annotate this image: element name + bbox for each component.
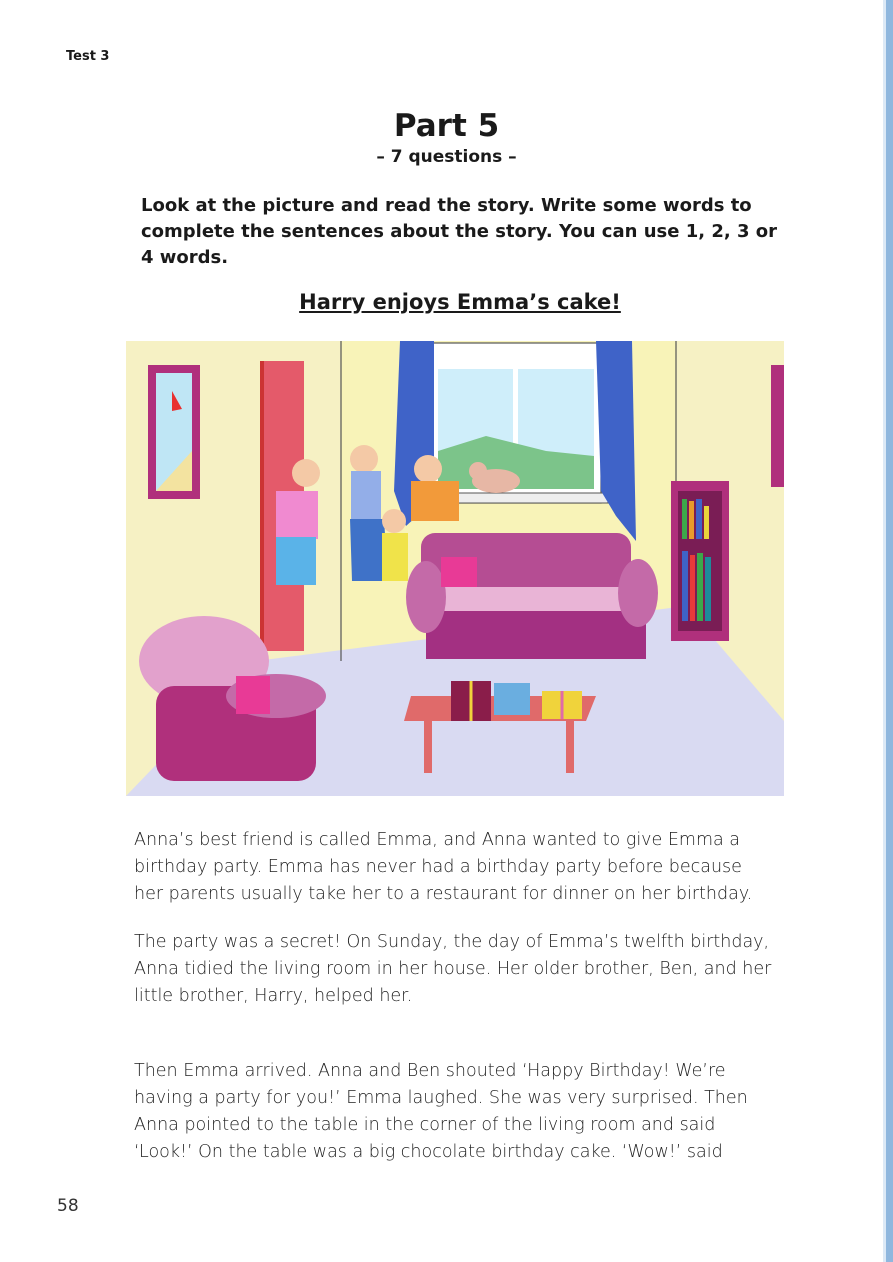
questions-count: – 7 questions – (376, 147, 517, 167)
living-room-scene (126, 341, 784, 796)
story-title: Harry enjoys Emma’s cake! (299, 290, 621, 314)
story-paragraph-1: Anna’s best friend is called Emma, and Anna wanted to give Emma a birthday party. Emma has never had a birthday party before because her parents usually take her to a restaurant for dinner on her birthday. (134, 830, 753, 904)
story-illustration (126, 341, 784, 796)
part-title: Part 5 (393, 108, 500, 144)
page-number: 58 (57, 1196, 79, 1216)
child-anna (350, 445, 378, 473)
present-blue (494, 683, 530, 715)
cushion (441, 557, 477, 587)
story-paragraph-2: The party was a secret! On Sunday, the day of Emma’s twelfth birthday, Anna tidied the living room in her house. Her older brother, Ben, and her little brother, Harry, helped her. (134, 932, 772, 1006)
child-emma (292, 459, 320, 487)
page-edge-strip (886, 0, 893, 1262)
child-harry (382, 509, 406, 533)
page-edge-highlight (883, 0, 886, 1262)
instructions: Look at the picture and read the story. Write some words to complete the sentences about the story. You can use 1, 2, 3 or 4 words. (141, 195, 777, 268)
child-ben (414, 455, 442, 483)
story-paragraph-3: Then Emma arrived. Anna and Ben shouted ‘Happy Birthday! We’re having a party for you!’ Emma laughed. She was very surprised. Then Anna pointed to the table in the corner of the living room and said ‘Look!’ On the table was a big chocolate birthday cake. ‘Wow!’ said (134, 1061, 748, 1162)
test-label: Test 3 (66, 49, 110, 64)
